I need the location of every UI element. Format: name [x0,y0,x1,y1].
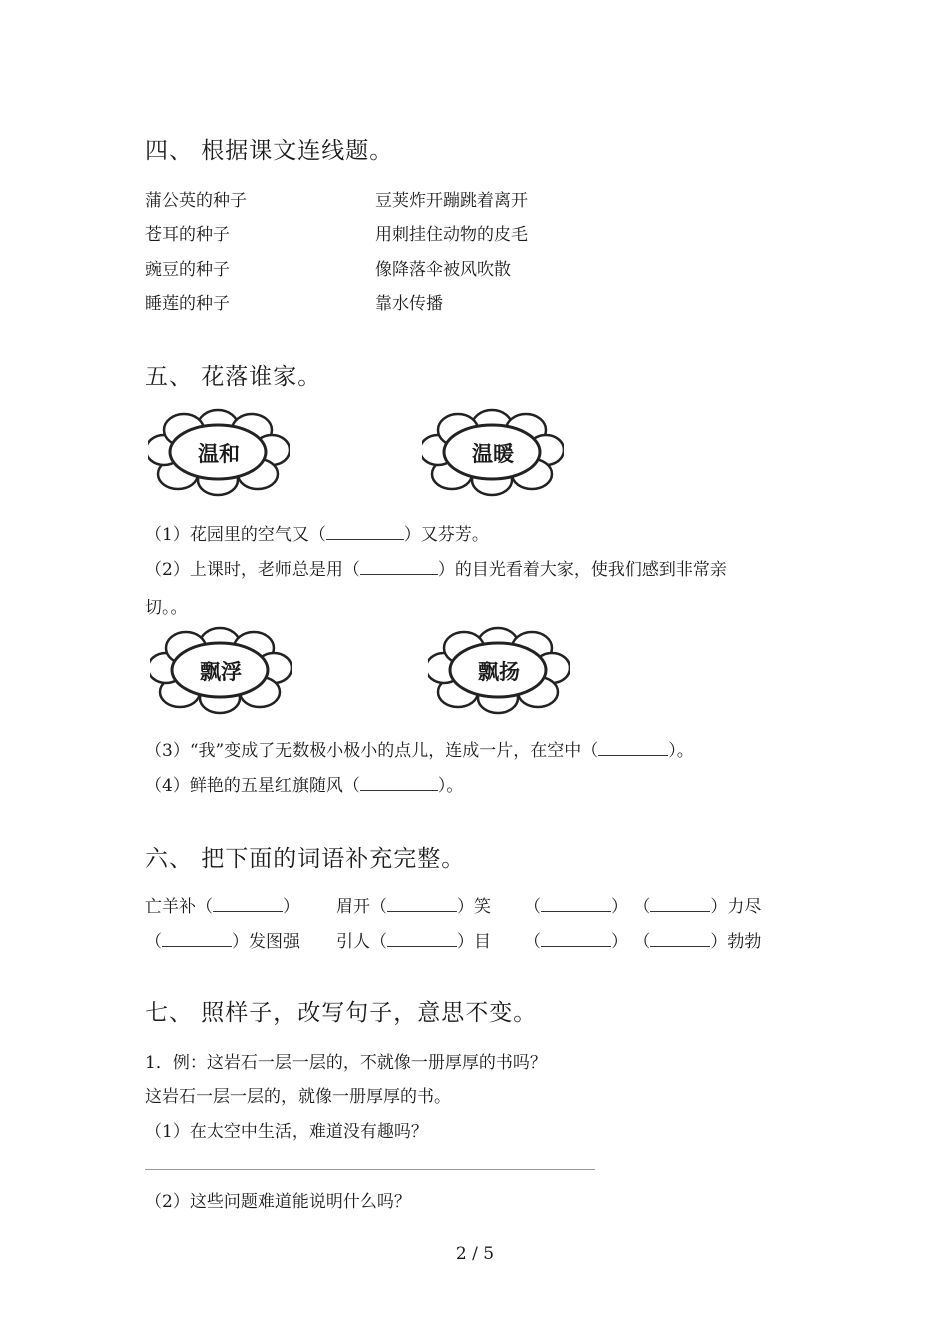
idiom-item: （ ） （ ）力尽 [524,897,762,917]
idiom-item: （ ） （ ）勃勃 [524,932,762,952]
example-answer: 这岩石一层一层的，就像一册厚厚的书。 [145,1087,451,1107]
question-5-2-continued: 切。。 [145,598,188,618]
section-4-title: 四、 根据课文连线题。 [145,138,394,164]
question-5-3: （3）“我”变成了无数极小极小的点儿，连成一片，在空中（ ）。 [145,741,694,761]
section-6-title: 六、 把下面的词语补充完整。 [145,846,466,872]
question-5-2: （2）上课时，老师总是用（ ）的目光看着大家，使我们感到非常亲 [145,560,727,580]
question-7-1: （1）在太空中生活，难道没有趣吗？ [145,1122,428,1142]
match-left-item: 苍耳的种子 [145,225,230,245]
idiom-item: 亡羊补（ ） [145,897,300,917]
idiom-item: 眉开（ ）笑 [336,897,491,917]
answer-blank[interactable] [598,741,668,756]
match-right-item: 用刺挂住动物的皮毛 [375,225,528,245]
flower-word: 温暖 [472,442,514,466]
match-left-item: 蒲公英的种子 [145,191,247,211]
answer-blank[interactable] [360,776,438,791]
question-5-4: （4）鲜艳的五星红旗随风（ ）。 [145,776,464,796]
match-right-item: 靠水传播 [375,294,443,314]
match-right-item: 豆荚炸开蹦跳着离开 [375,191,528,211]
answer-blank[interactable] [541,932,611,947]
answer-line[interactable] [145,1169,595,1170]
answer-blank[interactable] [541,897,611,912]
page-number: 2 / 5 [455,1244,495,1264]
section-5-title: 五、 花落谁家。 [145,364,322,390]
example-sentence: 1．例：这岩石一层一层的，不就像一册厚厚的书吗？ [145,1053,547,1073]
idiom-item: 引人（ ）目 [336,932,491,952]
flower-word: 温和 [198,442,240,466]
match-left-item: 睡莲的种子 [145,294,230,314]
answer-blank[interactable] [213,897,283,912]
answer-blank[interactable] [387,932,457,947]
question-5-1: （1）花园里的空气又（ ）又芬芳。 [145,525,489,545]
section-7-title: 七、 照样子，改写句子，意思不变。 [145,1000,538,1026]
match-left-item: 豌豆的种子 [145,260,230,280]
answer-blank[interactable] [360,560,438,575]
answer-blank[interactable] [326,525,404,540]
flower-word: 飘浮 [200,660,242,684]
idiom-item: （ ）发图强 [145,932,300,952]
answer-blank[interactable] [387,897,457,912]
answer-blank[interactable] [650,932,710,947]
answer-blank[interactable] [650,897,710,912]
answer-blank[interactable] [162,932,232,947]
match-right-item: 像降落伞被风吹散 [375,260,511,280]
flower-word: 飘扬 [478,660,520,684]
question-7-2: （2）这些问题难道能说明什么吗？ [145,1192,411,1212]
